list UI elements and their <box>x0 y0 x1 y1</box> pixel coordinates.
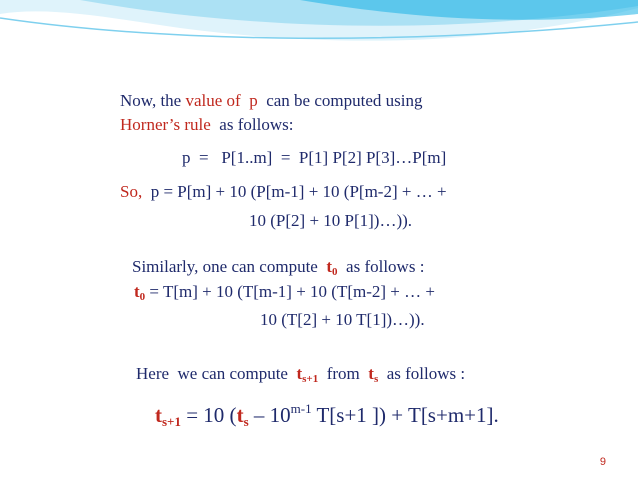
t0-symbol-2: $t_0$ <box>134 282 146 303</box>
value-of-p-highlight: value of p <box>185 91 258 110</box>
ts1-symbol: $t_{s+1}$ <box>296 364 319 385</box>
line1-suffix: can be computed using <box>257 91 423 110</box>
horner-p-expansion: p = P[m] + 10 (P[m-1] + 10 (P[m-2] + … + <box>142 182 447 201</box>
formula-ts: $t_s$ <box>236 403 249 429</box>
line1-prefix: Now, the <box>120 91 186 110</box>
formula-eq: = 10 ( <box>180 403 237 427</box>
line9-pre: Here we can compute <box>136 364 297 383</box>
horner-t-continuation: 10 (T[2] + 10 T[1])…)). <box>260 310 425 329</box>
t0-symbol: $t_0$ <box>326 257 338 278</box>
horner-t-expansion: = T[m] + 10 (T[m-1] + 10 (T[m-2] + … + <box>145 282 435 301</box>
so-label: So, <box>120 182 143 201</box>
recurrence-formula <box>134 376 499 454</box>
horners-rule-highlight: Horner’s rule <box>120 115 211 134</box>
horner-p-continuation: 10 (P[2] + 10 P[1])…)). <box>249 211 413 230</box>
line6-post: as follows : <box>337 257 425 276</box>
page-number: 9 <box>599 456 606 468</box>
line6-pre: Similarly, one can compute <box>132 257 327 276</box>
formula-minus: – 10 <box>248 403 291 427</box>
text-line-8 <box>243 290 425 350</box>
formula-ts1: $t_{s+1}$ <box>155 403 181 429</box>
line2-suffix: as follows: <box>210 115 294 134</box>
formula-tail: T[s+1 ]) + T[s+m+1]. <box>311 403 499 427</box>
ts-symbol: $t_s$ <box>368 364 379 385</box>
p-definition: p = P[1..m] = P[1] P[2] P[3]…P[m] <box>182 148 447 167</box>
formula-exponent: m-1 <box>290 401 312 416</box>
decorative-swoosh <box>0 0 638 60</box>
line9-post: as follows : <box>378 364 466 383</box>
line9-mid: from <box>318 364 369 383</box>
